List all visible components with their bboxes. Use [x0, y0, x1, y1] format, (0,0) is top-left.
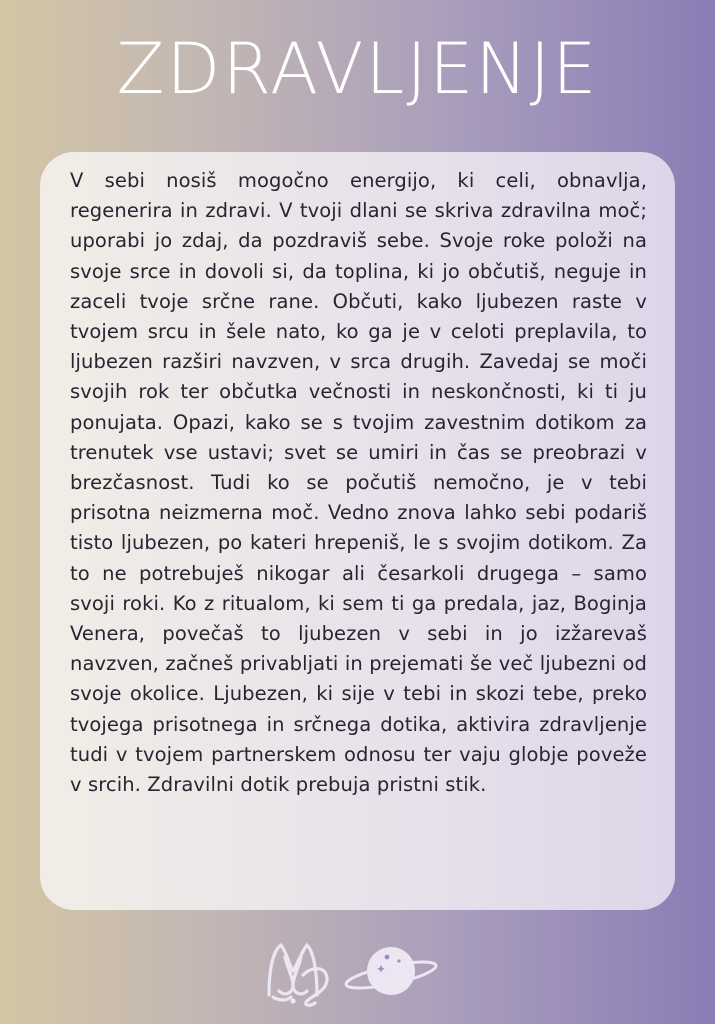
ms-monogram-icon	[269, 945, 327, 1005]
card-title: ZDRAVLJENJE	[116, 28, 599, 110]
text-panel	[40, 152, 675, 910]
brand-logo	[0, 935, 715, 1007]
card-body-text: V sebi nosiš mogočno energijo, ki celi, obnavlja, regenerira in zdravi. V tvoji dlani se skriva zdravilna moč; uporabi jo zdaj, da pozdraviš sebe. Svoje roke položi na svoje srce in dovoli si, da toplina, ki jo občutiš, neguje in zaceli tvoje srčne rane. Občuti, kako ljubezen raste v tvojem srcu in šele nato, ko ga je v celoti preplavila, to ljubezen razširi navzven, v srca drugih. Zavedaj se moči svojih rok ter občutka večnosti in neskončnosti, ki ti ju ponujata. Opazi, kako se s tvojim zavestnim dotikom za trenutek vse ustavi; svet se umiri in čas se preobrazi v brezčasnost. Tudi ko se počutiš nemočno, je v tebi prisotna neizmerna moč. Vedno znova lahko sebi podariš tisto ljubezen, po kateri hrepeniš, le s svojim dotikom. Za to ne potrebuješ nikogar ali česarkoli drugega – samo svoji roki. Ko z ritualom, ki sem ti ga predala, jaz, Boginja Venera, povečaš to ljubezen v sebi in jo izžarevaš navzven, začneš privabljati in prejemati še več ljubezni od svoje okolice. Ljubezen, ki sije v tebi in skozi tebe, preko tvojega prisotnega in srčnega dotika, aktivira zdravljenje tudi v tvojem partnerskem odnosu ter vaju globje poveže v srcih. Zdravilni dotik prebuja pristni stik.	[70, 169, 647, 797]
ringed-planet-icon	[344, 947, 438, 995]
